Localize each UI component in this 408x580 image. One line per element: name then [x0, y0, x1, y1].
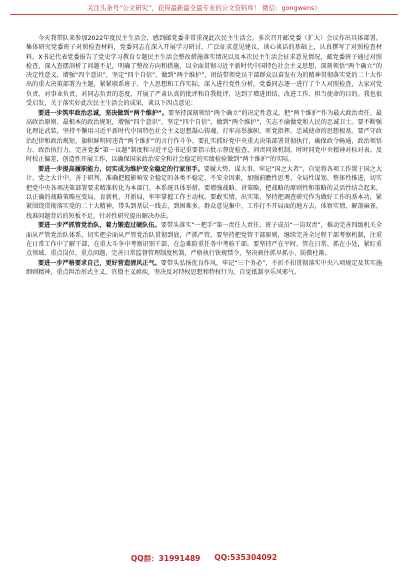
paragraph-point-1 — [26, 109, 382, 165]
footer-contact — [0, 553, 408, 564]
paragraph-lead: 要进一步严抓管党治队，着力锻造过硬队伍。 — [38, 222, 161, 230]
paragraph-text: 今天我带队来参加2022年度民主生活会，感到邮党委非常重视此次民主生活会。多次召开邮党委（扩大）会议作出具体部署，集体研究党委班子对照检查材料，党委同志在深入开展学习研讨，广泛征求意见建议，谈心谈话的基础上，认真撰写了对照检查材料，X书记代表党委报告了党史学习教育专题民主生活会整改措施落实情况以及本次民主生活会征求意见情况，邮党委班子通过对照检查，深入查摆剖析了问题不足，明确了整改方向和措施，以全面贯彻习近平新时代中国特色社会主义思想，深刻领悟“两个确立”的决定性意义，增强“四个意识”，坚定“四个自信”，做到“两个维护”，团结带领党员干部群众以奋发有为的精神贯彻落实党的二十大作出的重大决策部署为主题，紧紧联系班子、个人思想和工作实际，深入进行党性分析。党委同志逐一进行了个人对照检查，大家对党负责、对事业负责、对同志负责的态度，开展了严肃认真的批评和自我批评，达到了增进团结、改进工作、担当使命的目的。我也很受启发，关于落实好此次民主生活会的成果，谈以下四点意见： — [26, 35, 382, 108]
footer-qq: QQ:535304092 — [214, 553, 278, 562]
paragraph-lead: 要进一步筑牢政治忠诚，坚决做到“两个维护”。 — [38, 109, 169, 117]
paragraph-text: 要坚持深刻领悟“两个确立”的决定性意义，把“两个维护”作为最大政治责任、最高政治原则、最根本的政治规矩，增强“四个意识”，坚定“四个自信”，做到“两个维护”，矢志不渝做党和人民的忠诚卫士。要不断强化理论武装，坚持不懈用习近平新时代中国特色社会主义思想凝心铸魂，打牢高举旗帜、听党指挥、忠诚使命的思想根基。要严守政治纪律和政治规矩，旗帜鲜明同违背“两个维护”的言行作斗争。要扎实抓好党中央重大决策部署贯彻执行，确保政令畅通，政治领悟力、政治执行力，完善党委“第一议题”制度和习近平总书记重要指示批示督促检查、问责问效机制，时时同党中央精神对标对表。及时校正偏差，创造性开展工作，以确保国家政治安全和社会稳定的实绩检验做到“两个维护”的实际。 — [26, 109, 382, 164]
paragraph-point-3 — [26, 221, 382, 258]
paragraph-intro — [26, 34, 382, 108]
paragraph-lead: 要进一步提高履职能力，切实成为维护安全稳定的行家里手。 — [38, 166, 204, 174]
paragraph-text: 要带头落实“一把手”第一责任人责任、班子成员“一岗双责”，推动完善四级机关全面从严管党治队体系，切实把全面从严管党治队贯彻到底，严抓严管。要坚持把党管干部原则，继续完善全过程干部考察机制，注重在日常工作中了解干部，在重大斗争中考察识别干部，在急难险重任务中考验干部。要坚持严在平时、管在日常、抓在小处，紧盯重点领域、重点岗位、重点问题，完善日常监督管理制度机制，严格执行铁规禁令，坚决刹住抓早抓小、防微杜渐。 — [26, 222, 382, 258]
header-banner — [10, 0, 398, 15]
paragraph-text: 要履大势、谋大事，牢记“国之大者”，自觉将各项工作置于国之大计、党之大计中，善于研判、准确把握影响安全稳定的各类不稳定、不安全因素，加强前瞻性思考、全局性谋划、整体性推进，切实把党中央各项决策部署要求精准转化为本部门、本系统具体举措。要增强战略、讲策略，把战略的原则性和策略的灵活性结合起来，以正确的战略策略应变局、育新机、开新局，牢牢掌握工作主动权。要敢实情、出实策，坚持把调查研究作为做好工作的基本功，紧紧围绕贯彻落实党的二十大精神，带头到基层一线去，到困难多、群众意见集中、工作打不开局面的地方去，体察实情、解剖麻雀，找准问题背后的短板不足，针对性研究提出解决办法。 — [26, 166, 382, 220]
paragraph-point-2 — [26, 165, 382, 221]
footer-qq-group: QQ群：31991489 — [130, 554, 201, 563]
document-body — [26, 34, 382, 278]
paragraph-point-4 — [26, 259, 382, 278]
paragraph-text: 要带头弘扬优良作风，牢记“三个务必”，不折不扣贯彻落实中央八项规定及其实施细则精神，重点纠治形式主义、官僚主义顽疾，坚决反对特权思想和特权行为，自觉抵制享乐风邪气。 — [26, 260, 382, 277]
paragraph-lead: 要进一步严格要求自己，更好营造清风正气。 — [38, 260, 161, 268]
banner-text: 关注头条号“公文研究”，获得最新最全最专业的公文资料库！ 微信：gongwens） — [87, 4, 321, 12]
